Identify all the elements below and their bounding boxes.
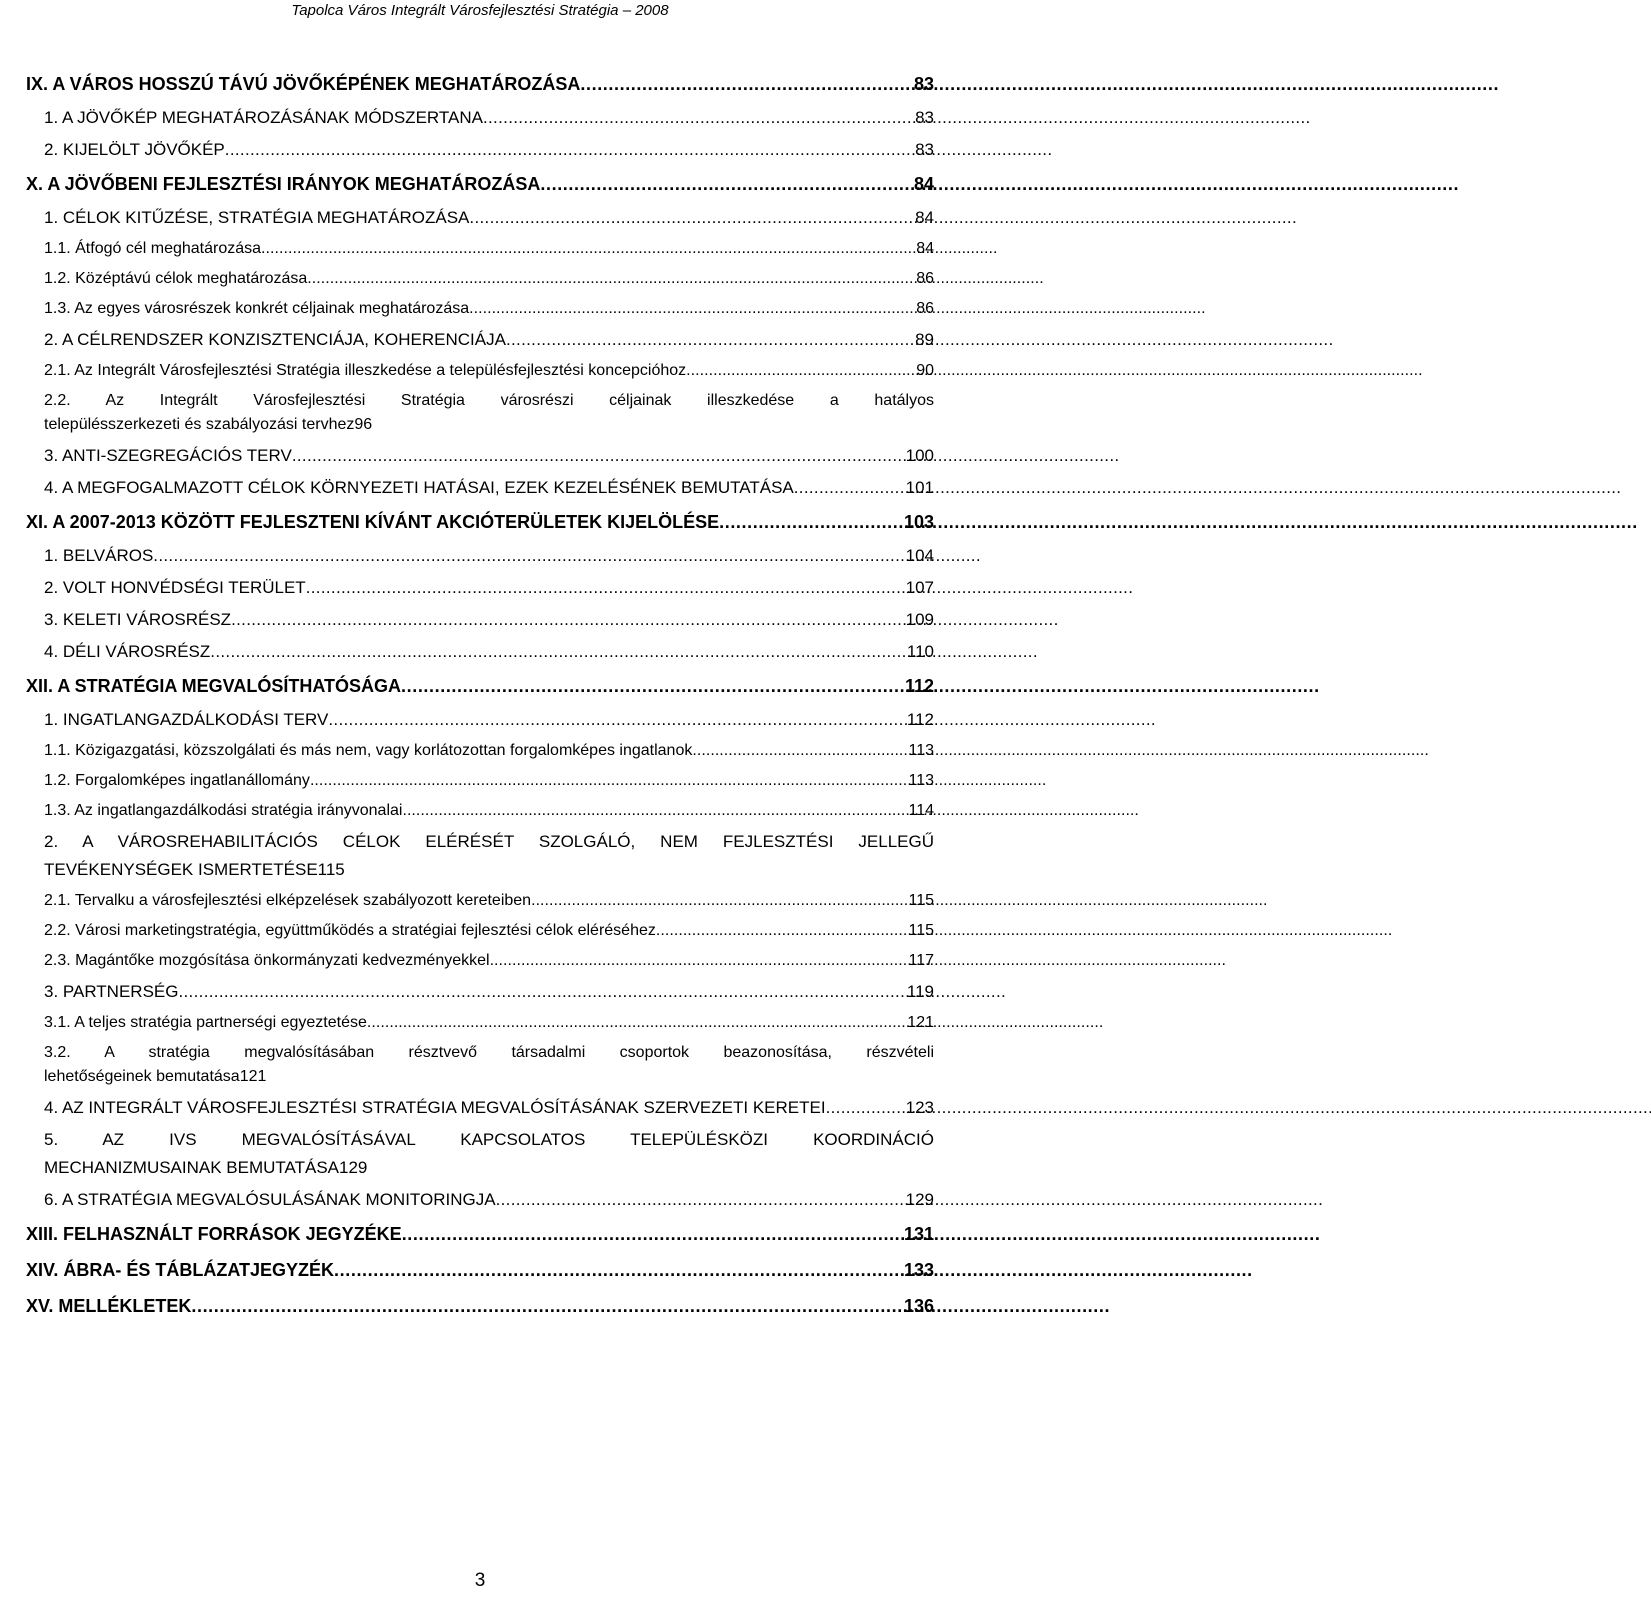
leader-dots: [580, 66, 914, 102]
toc-entry-page: 86: [916, 270, 934, 287]
toc-entry-page: 101: [905, 478, 934, 497]
toc-entry-title: 4. A MEGFOGALMAZOTT CÉLOK KÖRNYEZETI HATÁSAI, EZEK KEZELÉSÉNEK BEMUTATÁSA: [44, 478, 794, 497]
toc-entry-title: lehetőségeinek bemutatása: [44, 1068, 240, 1085]
toc-entry-title: településszerkezeti és szabályozási tervhez: [44, 416, 355, 433]
toc-entry-page: 104: [905, 546, 934, 565]
toc-entry-title-line1: 2. A VÁROSREHABILITÁCIÓS CÉLOK ELÉRÉSÉT SZOLGÁLÓ, NEM FEJLESZTÉSI JELLEGŰ: [44, 832, 934, 851]
toc-entry[interactable]: [26, 504, 934, 540]
toc-entry-page: 110: [906, 642, 934, 661]
toc-entry[interactable]: [26, 1124, 934, 1184]
toc-entry-title: XV. MELLÉKLETEK: [26, 1296, 192, 1316]
toc-entry-page: 103: [903, 512, 934, 532]
toc-entry-page: 83: [915, 108, 934, 127]
leader-dots: [307, 264, 916, 294]
toc-entry[interactable]: [26, 1216, 934, 1252]
toc-entry[interactable]: [26, 324, 934, 356]
leader-dots: [531, 886, 908, 916]
toc-entry-page: 100: [905, 446, 934, 465]
toc-entry-title: 1.1. Átfogó cél meghatározása: [44, 240, 262, 257]
toc-entry-page: 115: [908, 892, 934, 909]
leader-dots: [191, 1288, 904, 1324]
leader-dots: [692, 736, 908, 766]
toc-entry-title: 1.2. Középtávú célok meghatározása: [44, 270, 308, 287]
leader-dots: [367, 1008, 907, 1038]
toc-entry[interactable]: [26, 704, 934, 736]
page-number: 3: [474, 1570, 486, 1591]
leader-dots: [153, 540, 905, 572]
toc-entry-page: 123: [905, 1098, 934, 1117]
toc-entry-page: 112: [904, 676, 934, 696]
toc-entry[interactable]: [26, 264, 934, 294]
leader-dots: [506, 324, 915, 356]
toc-entry-title: 4. DÉLI VÁROSRÉSZ: [44, 642, 211, 661]
toc-entry-title: 1. A JÖVŐKÉP MEGHATÁROZÁSÁNAK MÓDSZERTANA: [44, 108, 483, 127]
toc-entry-title-line1: 2.2. Az Integrált Városfejlesztési Stratégia városrészi céljainak illeszkedése a hatályos: [44, 392, 934, 409]
toc-entry-page: 117: [908, 952, 934, 969]
leader-dots: [719, 504, 904, 540]
toc-entry[interactable]: [26, 796, 934, 826]
toc-entry-title: 2.1. Az Integrált Városfejlesztési Stratégia illeszkedése a településfejlesztési koncepcióhoz: [44, 362, 687, 379]
leader-dots: [178, 976, 906, 1008]
toc-entry[interactable]: [26, 356, 934, 386]
toc-entry[interactable]: [26, 202, 934, 234]
toc-entry-title: XII. A STRATÉGIA MEGVALÓSÍTHATÓSÁGA: [26, 676, 402, 696]
toc-entry-title: 2. A CÉLRENDSZER KONZISZTENCIÁJA, KOHERENCIÁJA: [44, 330, 506, 349]
toc-entry-title: 1.3. Az ingatlangazdálkodási stratégia irányvonalai: [44, 802, 403, 819]
toc-entry-page: 96: [354, 416, 373, 433]
toc-entry[interactable]: [26, 472, 934, 504]
toc-entry-title: 3. PARTNERSÉG: [44, 982, 179, 1001]
toc-entry[interactable]: [26, 234, 934, 264]
toc-entry[interactable]: [26, 976, 934, 1008]
toc-entry-page: 115: [908, 922, 934, 939]
toc-entry-page: 107: [905, 578, 934, 597]
toc-entry-title: TEVÉKENYSÉGEK ISMERTETÉSE: [44, 860, 318, 879]
toc-entry[interactable]: [26, 826, 934, 886]
toc-entry[interactable]: [26, 166, 934, 202]
leader-dots: [402, 796, 908, 826]
toc-entry-title: 1. INGATLANGAZDÁLKODÁSI TERV: [44, 710, 329, 729]
toc-entry[interactable]: [26, 604, 934, 636]
table-of-contents: [26, 66, 934, 1324]
toc-entry-page: 121: [239, 1068, 267, 1085]
toc-entry-title: X. A JÖVŐBENI FEJLESZTÉSI IRÁNYOK MEGHATÁROZÁSA: [26, 174, 541, 194]
toc-entry-page: 84: [913, 174, 934, 194]
toc-entry[interactable]: [26, 916, 934, 946]
leader-dots: [401, 668, 905, 704]
leader-dots: [469, 202, 915, 234]
toc-entry-page: 115: [317, 860, 345, 879]
toc-entry[interactable]: [26, 134, 934, 166]
leader-dots: [231, 604, 906, 636]
toc-entry-title: 2.2. Városi marketingstratégia, együttműködés a stratégiai fejlesztési célok eléréséhez: [44, 922, 656, 939]
toc-entry-title: 3.1. A teljes stratégia partnerségi egyeztetése: [44, 1014, 367, 1031]
toc-entry[interactable]: [26, 886, 934, 916]
leader-dots: [210, 636, 907, 668]
leader-dots: [328, 704, 907, 736]
toc-entry-title: 3. KELETI VÁROSRÉSZ: [44, 610, 232, 629]
toc-entry[interactable]: [26, 1008, 934, 1038]
toc-entry-page: 90: [916, 362, 934, 379]
leader-dots: [292, 440, 906, 472]
toc-entry-page: 121: [907, 1014, 934, 1031]
toc-entry[interactable]: [26, 440, 934, 472]
toc-entry[interactable]: [26, 386, 934, 440]
toc-entry[interactable]: [26, 1038, 934, 1092]
toc-entry-title: 2.3. Magántőke mozgósítása önkormányzati kedvezményekkel: [44, 952, 490, 969]
toc-entry-page: 83: [915, 140, 934, 159]
toc-entry-page: 83: [913, 74, 934, 94]
toc-entry-title: 4. AZ INTEGRÁLT VÁROSFEJLESZTÉSI STRATÉGIA MEGVALÓSÍTÁSÁNAK SZERVEZETI KERETEI: [44, 1098, 826, 1117]
toc-entry-title-line1: 3.2. A stratégia megvalósításában résztvevő társadalmi csoportok beazonosítása, részvételi: [44, 1044, 934, 1061]
toc-entry-title-line1: 5. AZ IVS MEGVALÓSÍTÁSÁVAL KAPCSOLATOS TELEPÜLÉSKÖZI KOORDINÁCIÓ: [44, 1130, 934, 1149]
toc-entry-title: 1.1. Közigazgatási, közszolgálati és más nem, vagy korlátozottan forgalomképes ingatlanok: [44, 742, 693, 759]
toc-entry[interactable]: [26, 572, 934, 604]
leader-dots: [483, 102, 915, 134]
leader-dots: [490, 946, 909, 976]
toc-entry-title: XI. A 2007-2013 KÖZÖTT FEJLESZTENI KÍVÁNT AKCIÓTERÜLETEK KIJELÖLÉSE: [26, 512, 720, 532]
toc-entry-title: 1. CÉLOK KITŰZÉSE, STRATÉGIA MEGHATÁROZÁSA: [44, 208, 470, 227]
toc-entry-page: 84: [916, 240, 934, 257]
toc-entry-page: 112: [906, 710, 934, 729]
toc-entry[interactable]: [26, 736, 934, 766]
toc-entry[interactable]: [26, 66, 934, 102]
leader-dots: [225, 134, 915, 166]
toc-entry-title: 1.3. Az egyes városrészek konkrét céljainak meghatározása: [44, 300, 470, 317]
toc-entry[interactable]: [26, 294, 934, 324]
toc-entry[interactable]: [26, 1252, 934, 1288]
toc-entry-title: 6. A STRATÉGIA MEGVALÓSULÁSÁNAK MONITORINGJA: [44, 1190, 496, 1209]
toc-entry-title: 3. ANTI-SZEGREGÁCIÓS TERV: [44, 446, 292, 465]
toc-entry-page: 131: [903, 1224, 934, 1244]
toc-entry-page: 84: [915, 208, 934, 227]
toc-entry[interactable]: [26, 946, 934, 976]
leader-dots: [656, 916, 909, 946]
toc-entry[interactable]: [26, 540, 934, 572]
leader-dots: [794, 472, 906, 504]
toc-entry[interactable]: [26, 1184, 934, 1216]
toc-entry[interactable]: [26, 636, 934, 668]
leader-dots: [261, 234, 916, 264]
toc-entry-page: 89: [915, 330, 934, 349]
leader-dots: [496, 1184, 906, 1216]
toc-entry-page: 136: [903, 1296, 934, 1316]
leader-dots: [306, 572, 906, 604]
toc-entry-page: 113: [908, 772, 934, 789]
toc-entry-page: 109: [905, 610, 934, 629]
toc-entry-title: 1.2. Forgalomképes ingatlanállomány: [44, 772, 310, 789]
leader-dots: [826, 1092, 906, 1124]
toc-entry-page: 119: [906, 982, 934, 1001]
toc-entry-page: 86: [916, 300, 934, 317]
toc-entry-title: 2. VOLT HONVÉDSÉGI TERÜLET: [44, 578, 306, 597]
leader-dots: [540, 166, 914, 202]
toc-entry-title: 1. BELVÁROS: [44, 546, 154, 565]
toc-entry-page: 114: [908, 802, 934, 819]
leader-dots: [686, 356, 916, 386]
toc-entry-title: 2.1. Tervalku a városfejlesztési elképzelések szabályozott kereteiben: [44, 892, 532, 909]
toc-entry-page: 129: [905, 1190, 934, 1209]
toc-entry-page: 129: [339, 1158, 368, 1177]
toc-entry-title: 2. KIJELÖLT JÖVŐKÉP: [44, 140, 225, 159]
toc-entry[interactable]: [26, 766, 934, 796]
leader-dots: [334, 1252, 904, 1288]
toc-entry[interactable]: [26, 1092, 934, 1124]
toc-entry[interactable]: [26, 668, 934, 704]
toc-entry-page: 113: [908, 742, 934, 759]
toc-entry-title: IX. A VÁROS HOSSZÚ TÁVÚ JÖVŐKÉPÉNEK MEGHATÁROZÁSA: [26, 74, 581, 94]
leader-dots: [402, 1216, 904, 1252]
toc-entry-title: MECHANIZMUSAINAK BEMUTATÁSA: [44, 1158, 340, 1177]
leader-dots: [310, 766, 909, 796]
leader-dots: [469, 294, 916, 324]
toc-entry[interactable]: [26, 102, 934, 134]
toc-entry-page: 133: [903, 1260, 934, 1280]
toc-entry-title: XIII. FELHASZNÁLT FORRÁSOK JEGYZÉKE: [26, 1224, 402, 1244]
toc-entry-title: XIV. ÁBRA- ÉS TÁBLÁZATJEGYZÉK: [26, 1260, 335, 1280]
running-header: Tapolca Város Integrált Városfejlesztési Stratégia – 2008: [291, 2, 669, 19]
toc-entry[interactable]: [26, 1288, 934, 1324]
